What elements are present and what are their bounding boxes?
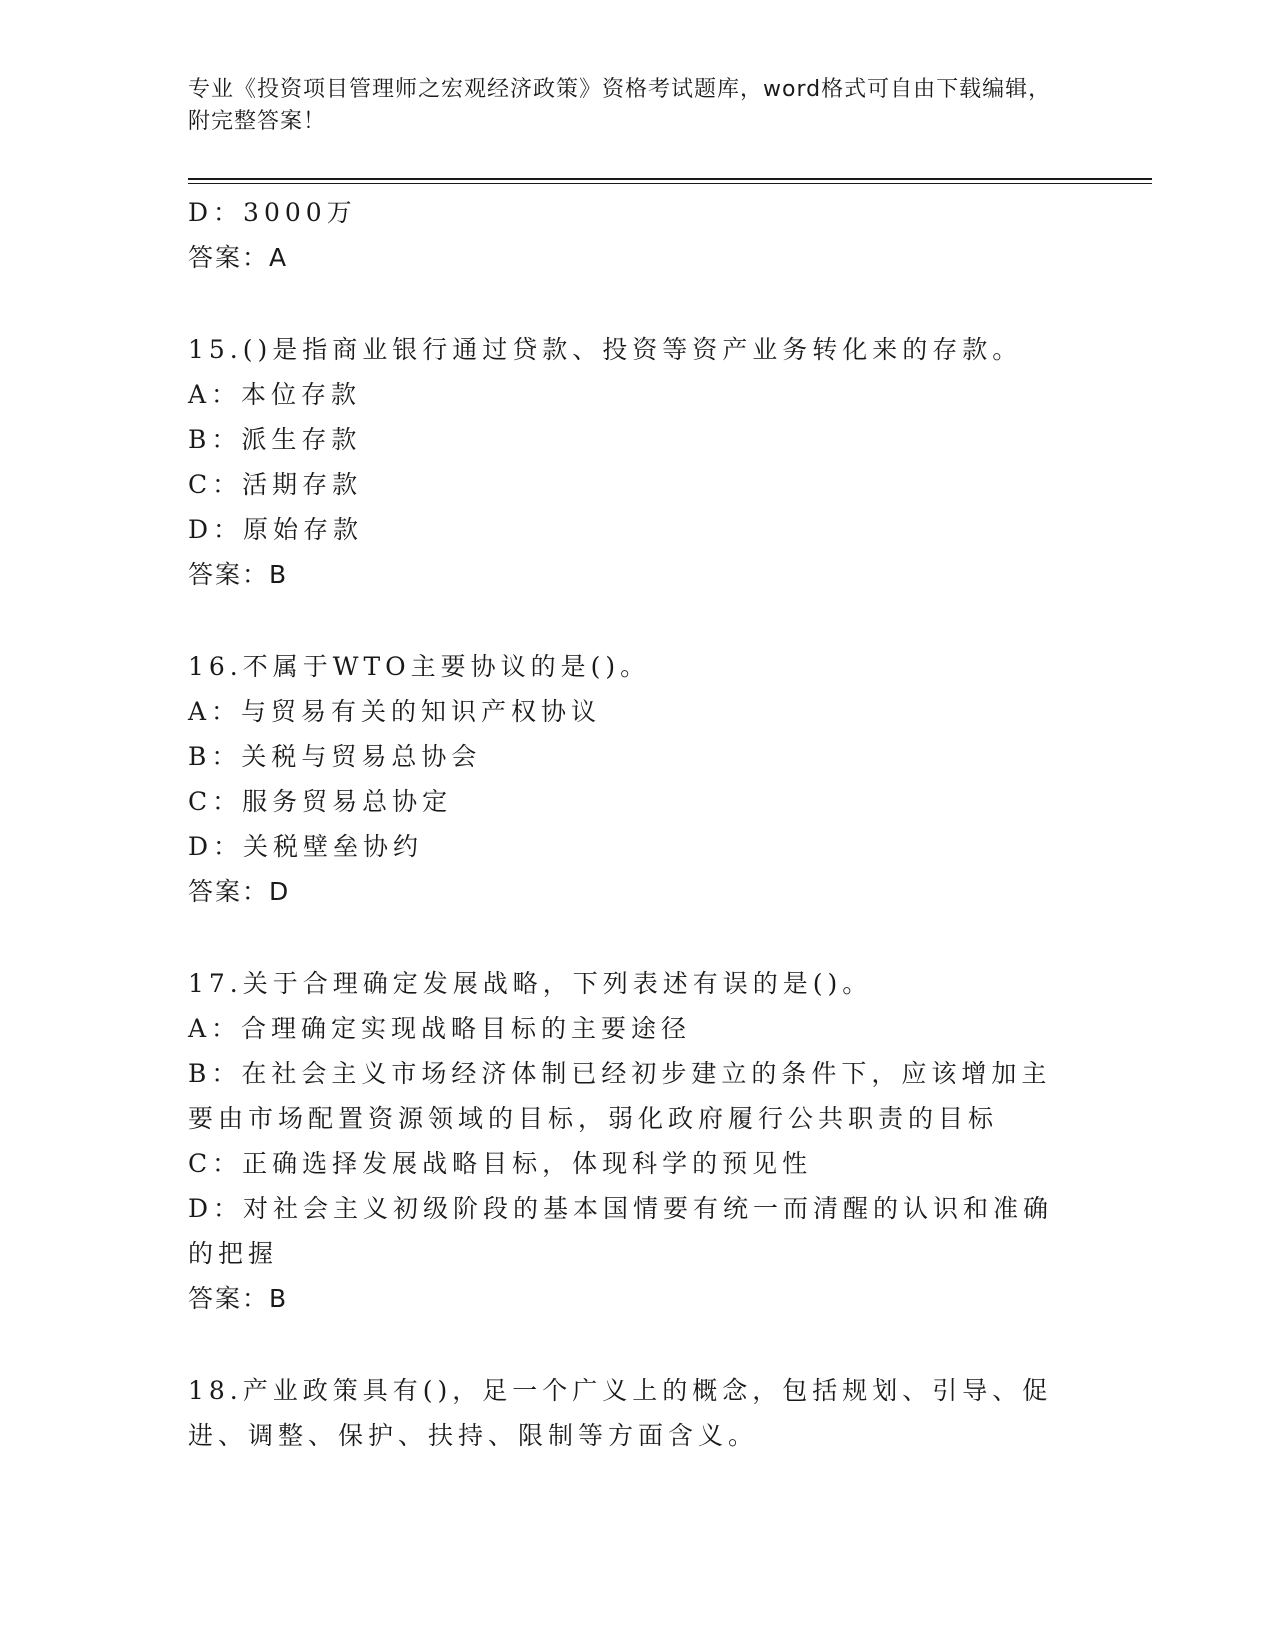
question-17-option-b: B：在社会主义市场经济体制已经初步建立的条件下，应该增加主要由市场配置资源领域的目标，弱化政府履行公共职责的目标 bbox=[188, 1059, 1052, 1133]
question-17-option-c: C：正确选择发展战略目标，体现科学的预见性 bbox=[188, 1149, 813, 1178]
header-divider-thin bbox=[188, 183, 1152, 184]
question-17-option-a: A：合理确定实现战略目标的主要途径 bbox=[188, 1014, 692, 1043]
question-15-answer: 答案：B bbox=[188, 560, 289, 589]
question-gap bbox=[188, 914, 1078, 961]
question-16-option-d: D：关税壁垒协约 bbox=[188, 832, 424, 861]
question-gap bbox=[188, 597, 1078, 644]
question-16-option-c: C：服务贸易总协定 bbox=[188, 787, 453, 816]
question-16-answer: 答案：D bbox=[188, 877, 291, 906]
document-header: 专业《投资项目管理师之宏观经济政策》资格考试题库，word格式可自由下载编辑，附完整答案！ bbox=[188, 77, 1052, 134]
question-15-option-c: C：活期存款 bbox=[188, 470, 363, 499]
question-17-answer: 答案：B bbox=[188, 1284, 289, 1313]
question-15-option-a: A：本位存款 bbox=[188, 380, 362, 409]
question-16-option-a: A：与贸易有关的知识产权协议 bbox=[188, 697, 602, 726]
question-15-option-d: D：原始存款 bbox=[188, 515, 364, 544]
header-divider-thick bbox=[188, 178, 1152, 180]
question-gap bbox=[188, 1321, 1078, 1368]
question-gap bbox=[188, 280, 1078, 327]
question-18-stem: 18.产业政策具有()，足一个广义上的概念，包括规划、引导、促进、调整、保护、扶持、限制等方面含义。 bbox=[188, 1376, 1053, 1450]
question-content bbox=[188, 190, 1078, 1458]
question-15-stem: 15.()是指商业银行通过贷款、投资等资产业务转化来的存款。 bbox=[188, 335, 1023, 364]
question-15-option-b: B：派生存款 bbox=[188, 425, 362, 454]
question-17-stem: 17.关于合理确定发展战略，下列表述有误的是()。 bbox=[188, 969, 873, 998]
question-16-option-b: B：关税与贸易总协会 bbox=[188, 742, 482, 771]
question-17-option-d: D：对社会主义初级阶段的基本国情要有统一而清醒的认识和准确的把握 bbox=[188, 1194, 1054, 1268]
question-16-stem: 16.不属于WTO主要协议的是()。 bbox=[188, 652, 651, 681]
answer-line: 答案：A bbox=[188, 243, 289, 272]
option-d: D：3000万 bbox=[188, 198, 357, 227]
